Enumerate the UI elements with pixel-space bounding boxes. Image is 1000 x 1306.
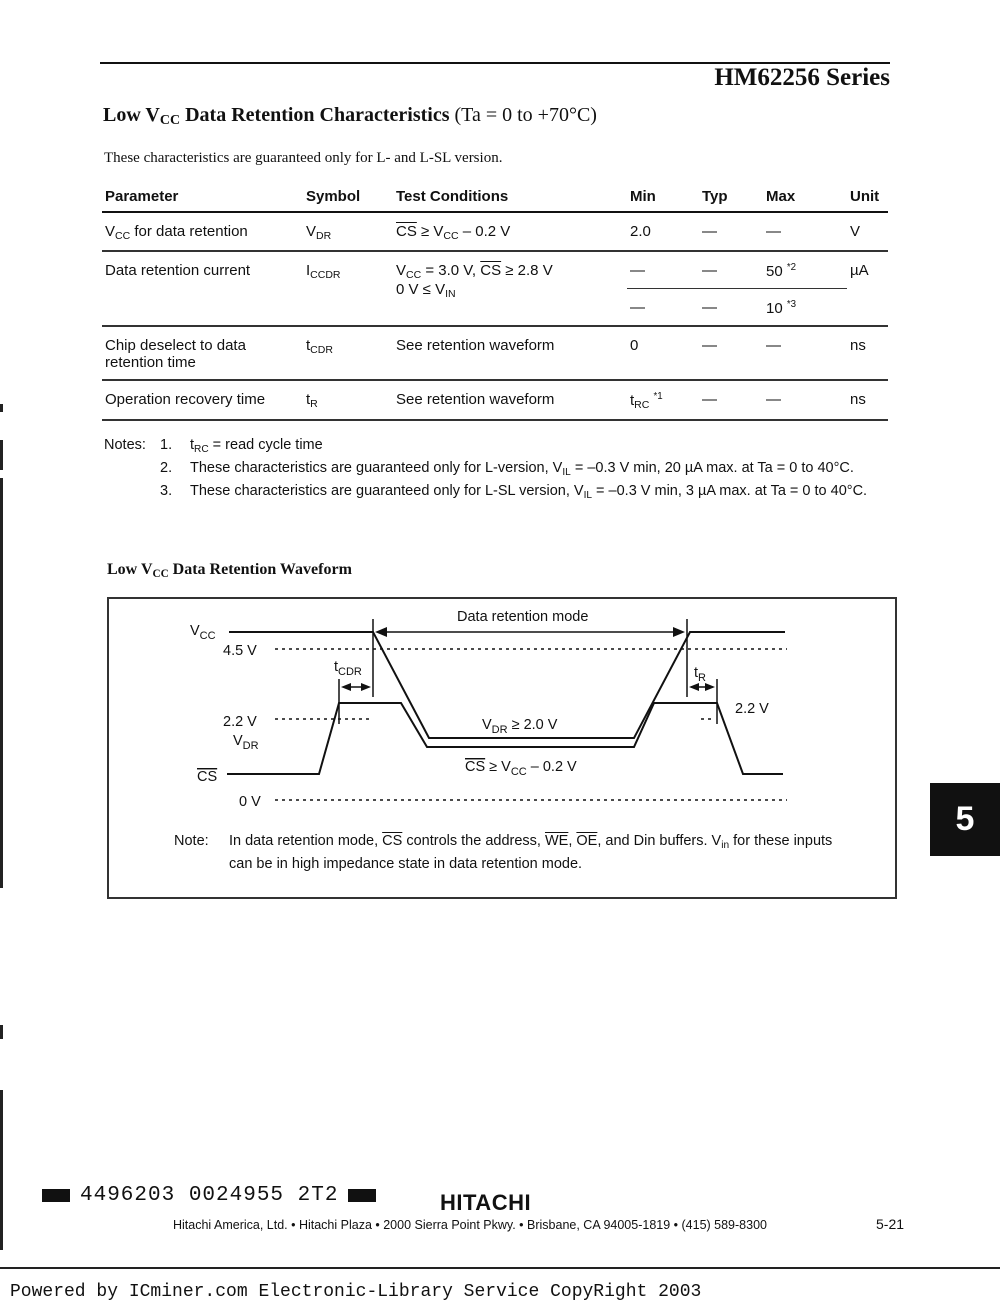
cell-symbol: $V_{DR}$: [303, 212, 393, 251]
cell-symbol: $I_{CCDR}$: [303, 251, 393, 326]
waveform-title: Low $V_{CC}$ Data Retention Waveform: [107, 561, 352, 580]
arrowhead: [361, 683, 371, 691]
cell-min: 2.0: [627, 212, 699, 251]
bottom-rule: [0, 1267, 1000, 1269]
note-item: 3. These characteristics are guaranteed only for L-SL version, $V_{IL} = -0.3$ V min, 3 µA max. at Ta = 0 to 40°C.: [160, 483, 868, 501]
notes: [104, 436, 894, 505]
cell-min: —: [627, 251, 699, 289]
header-conditions: Test Conditions: [393, 180, 627, 212]
tr-label: $t_R$: [694, 665, 706, 684]
scan-mark: [0, 404, 3, 412]
cell-min: —: [627, 289, 699, 327]
cell-symbol: $t_{CDR}$: [303, 326, 393, 380]
section-title: Low $V_{CC}$ Data Retention Characteristics (Ta = 0 to +70°C): [103, 104, 597, 128]
cell-parameter: Data retention current: [102, 251, 303, 326]
v22-left-label: 2.2 V: [223, 714, 257, 730]
cs-condition-label: CS ≥ $V_{CC} - 0.2$ V: [465, 759, 577, 778]
intro-text: These characteristics are guaranteed only for L- and L-SL version.: [104, 150, 503, 166]
data-retention-table: [102, 180, 888, 421]
waveform-note: Note: In data retention mode, $\overline{CS}$ controls the address, $\overline{WE}$, $\overline{OE}$, and Din buffers. $V_{in}$ for these inputs can be in high impedance state in data retention mode.: [174, 833, 833, 872]
cell-parameter: $V_{CC}$ for data retention: [102, 212, 303, 251]
page-number: 5-21: [876, 1216, 905, 1232]
header-unit: Unit: [847, 180, 888, 212]
header-min: Min: [627, 180, 699, 212]
arrowhead: [689, 683, 699, 691]
arrowhead: [375, 627, 387, 637]
v0-label: 0 V: [239, 794, 261, 810]
note-item: Notes: 1. $t_{RC}$ = read cycle time: [104, 436, 894, 459]
table-row: [102, 212, 888, 251]
vdr-label: $V_{DR}$: [233, 733, 259, 752]
cell-max: 10 $^{*3}$: [763, 289, 847, 327]
header-parameter: Parameter: [102, 180, 303, 212]
cell-conditions: $V_{CC} = 3.0$ V, $\overline{CS} \ge 2.8$ V 0 $V \le V_{IN}$: [393, 251, 627, 326]
cell-typ: —: [699, 326, 763, 380]
cell-symbol: $t_R$: [303, 380, 393, 420]
cell-unit: ns: [847, 380, 888, 420]
cell-parameter: Chip deselect to data retention time: [102, 326, 303, 380]
data-retention-mode-label: Data retention mode: [457, 609, 589, 625]
cell-unit: µA: [847, 251, 888, 326]
cell-conditions: See retention waveform: [393, 380, 627, 420]
header-max: Max: [763, 180, 847, 212]
scan-mark: [0, 440, 3, 470]
footer-credit: Powered by ICminer.com Electronic-Library Service CopyRight 2003: [10, 1282, 702, 1302]
cell-max: —: [763, 212, 847, 251]
header-typ: Typ: [699, 180, 763, 212]
cell-typ: —: [699, 251, 763, 289]
arrowhead: [705, 683, 715, 691]
v22-right-label: 2.2 V: [735, 701, 769, 717]
note-item: 2. These characteristics are guaranteed only for L-version, $V_{IL} = -0.3$ V min, 20 µA max. at Ta = 0 to 40°C.: [160, 460, 854, 478]
vcc-label: $V_{CC}$: [190, 623, 216, 642]
notes-label: Notes:: [104, 437, 146, 453]
cell-max: 50 $^{*2}$: [763, 251, 847, 289]
cell-conditions: $\overline{CS} \ge V_{CC} - 0.2$ V: [393, 212, 627, 251]
arrowhead: [673, 627, 685, 637]
cell-unit: ns: [847, 326, 888, 380]
table-row: [102, 326, 888, 380]
cs-label: CS: [197, 769, 218, 785]
cell-max: —: [763, 380, 847, 420]
cell-max: —: [763, 326, 847, 380]
tcdr-label: $t_{CDR}$: [334, 659, 362, 678]
scan-mark: [0, 478, 3, 888]
address: Hitachi America, Ltd. • Hitachi Plaza • 2000 Sierra Point Pkwy. • Brisbane, CA 94005-1819 • (415) 589-8300: [173, 1218, 767, 1232]
brand-logo: HITACHI: [440, 1190, 532, 1215]
table-row: [102, 251, 888, 289]
cell-conditions: See retention waveform: [393, 326, 627, 380]
vdr-condition-label: $V_{DR} \ge 2.0$ V: [482, 717, 558, 736]
barcode-block: [42, 1189, 70, 1202]
section-tab: 5: [930, 783, 1000, 856]
cell-parameter: Operation recovery time: [102, 380, 303, 420]
cell-min: 0: [627, 326, 699, 380]
cell-min: $t_{RC}$ $^{*1}$: [627, 380, 699, 420]
table-row: [102, 380, 888, 420]
scan-mark: [0, 1025, 3, 1039]
cell-typ: —: [699, 289, 763, 327]
catalog-code: 4496203 0024955 2T2: [32, 1184, 386, 1207]
v45-label: 4.5 V: [223, 643, 257, 659]
scan-mark: [0, 1090, 3, 1250]
cell-typ: —: [699, 380, 763, 420]
table-header-row: [102, 180, 888, 212]
cell-typ: —: [699, 212, 763, 251]
barcode-block: [348, 1189, 376, 1202]
arrowhead: [341, 683, 351, 691]
cell-unit: V: [847, 212, 888, 251]
series-title: HM62256 Series: [714, 64, 890, 91]
header-symbol: Symbol: [303, 180, 393, 212]
